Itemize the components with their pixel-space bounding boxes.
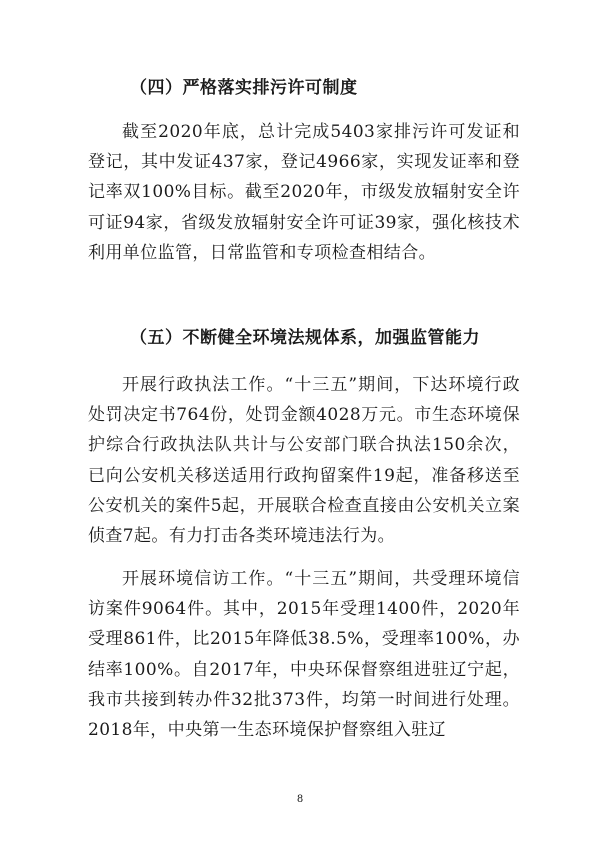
page-number: 8 [296, 794, 304, 805]
section-heading-strict-discharge-permit: （四）严格落实排污许可制度 [130, 78, 358, 98]
section-heading-environmental-regulations: （五）不断健全环境法规体系，加强监管能力 [130, 328, 480, 348]
paragraph-environmental-petitions: 开展环境信访工作。“十三五”期间，共受理环境信访案件9064件。其中，2015年受理1400件，2020年受理861件，比2015年降低38.5%，受理率100%，办结率100%。自2017年，中央环保督察组进驻辽宁起，我市共接到转办件32批373件，均第一时间进行处理。2018年，中央第一生态环境保护督察组入驻辽 [88, 569, 520, 741]
paragraph-administrative-enforcement: 开展行政执法工作。“十三五”期间，下达环境行政处罚决定书764份，处罚金额4028万元。市生态环境保护综合行政执法队共计与公安部门联合执法150余次，已向公安机关移送适用行政拘留案件19起，准备移送至公安机关的案件5起，开展联合检查直接由公安机关立案侦查7起。有力打击各类环境违法行为。 [88, 375, 520, 547]
paragraph-discharge-permit: 截至2020年底，总计完成5403家排污许可发证和登记，其中发证437家，登记4966家，实现发证率和登记率双100%目标。截至2020年，市级发放辐射安全许可证94家，省级发放辐射安全许可证39家，强化核技术利用单位监管，日常监管和专项检查相结合。 [88, 122, 520, 263]
